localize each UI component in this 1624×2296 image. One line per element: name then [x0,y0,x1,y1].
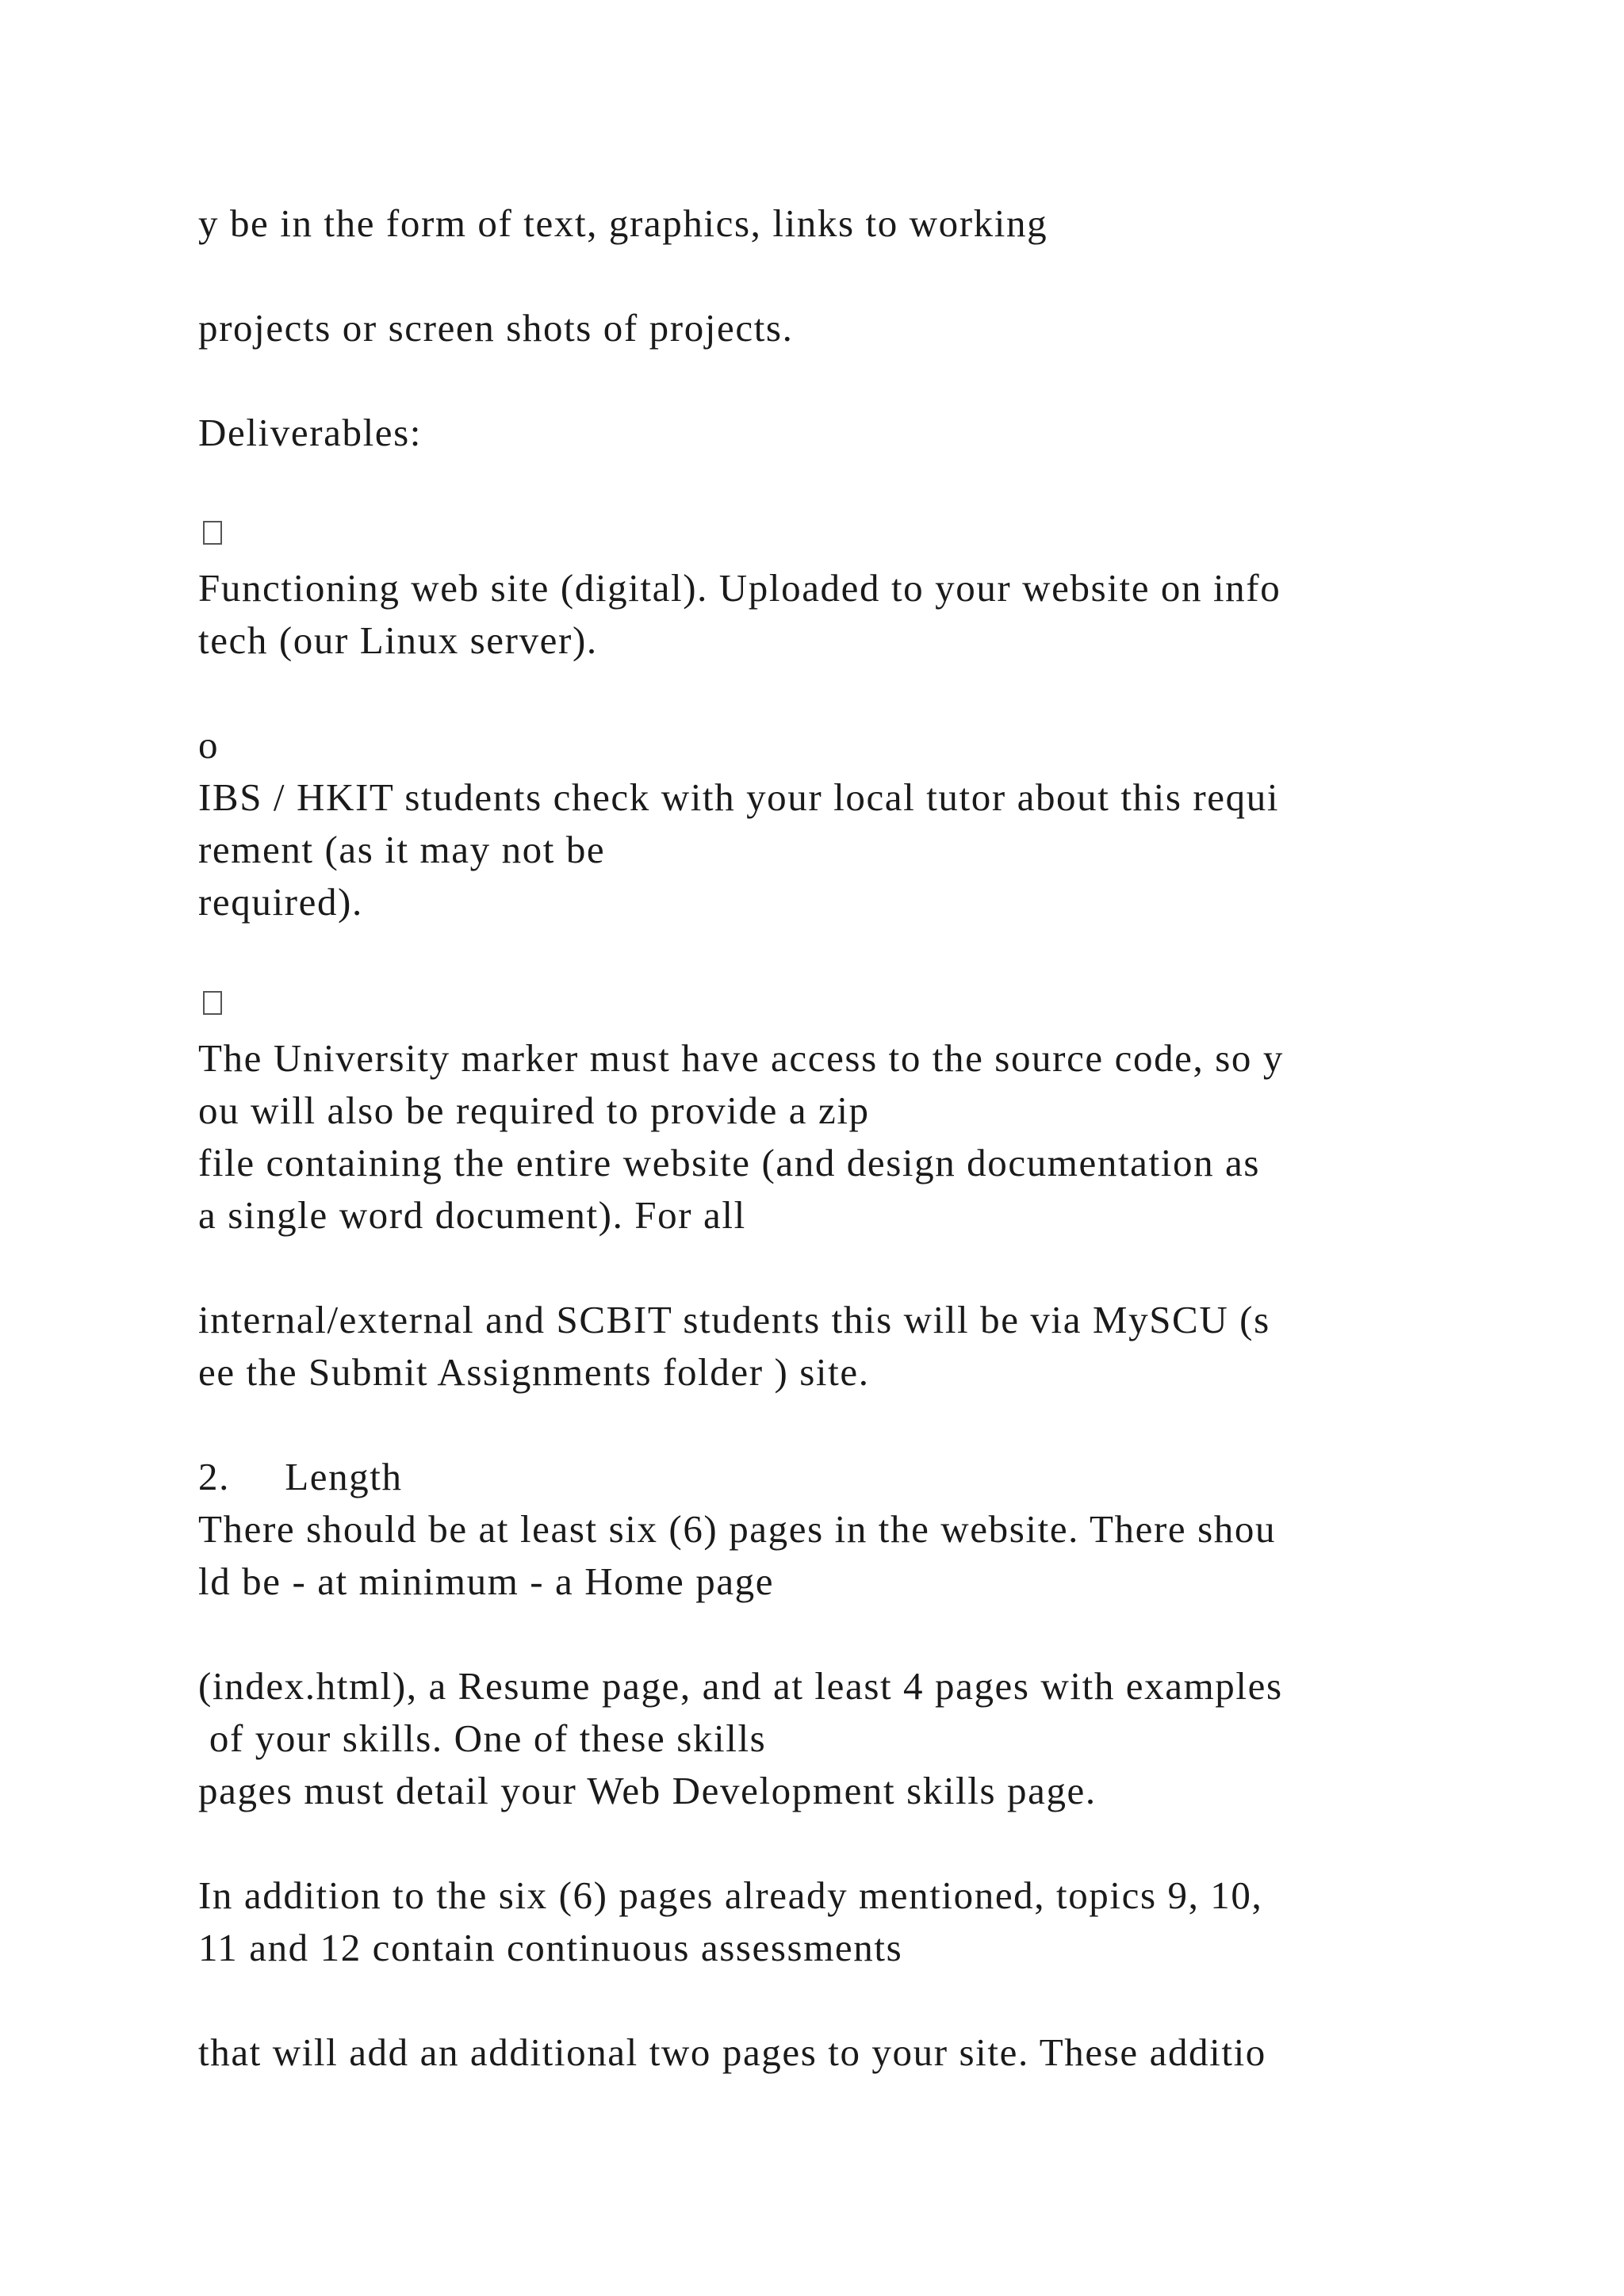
text-line: ld be - at minimum - a Home page [198,1559,775,1603]
text-line: projects or screen shots of projects. [198,306,794,350]
text-line: tech (our Linux server). [198,618,598,662]
text-line: In addition to the six (6) pages already mentioned, topics 9, 10, [198,1873,1263,1917]
text-line: rement (as it may not be [198,828,606,871]
text-line: There should be at least six (6) pages in the website. There shou [198,1507,1277,1551]
text-line: ee the Submit Assignments folder ) site. [198,1350,870,1394]
text-line: Deliverables: [198,411,423,454]
text-line: o [198,723,220,767]
text-line: internal/external and SCBIT students this will be via MySCU (s [198,1298,1270,1341]
text-line: Functioning web site (digital). Uploaded to your website on info [198,566,1281,610]
text-line: 11 and 12 contain continuous assessments [198,1926,903,1969]
text-line: file containing the entire website (and design documentation as [198,1141,1261,1184]
text-line: IBS / HKIT students check with your local tutor about this requi [198,775,1280,819]
text-line: The University marker must have access to the source code, so y [198,1036,1284,1080]
text-line: of your skills. One of these skills [198,1716,767,1760]
bullet-icon [203,521,222,545]
section-heading: 2. Length [198,1455,403,1498]
text-line: a single word document). For all [198,1193,746,1237]
text-line: required). [198,880,363,924]
text-line: pages must detail your Web Development skills page. [198,1769,1097,1812]
text-line: (index.html), a Resume page, and at least 4 pages with examples [198,1664,1283,1708]
bullet-icon [203,991,222,1015]
text-line: ou will also be required to provide a zip [198,1089,870,1132]
text-line: y be in the form of text, graphics, links to working [198,201,1048,245]
text-line: that will add an additional two pages to your site. These additio [198,2030,1266,2074]
